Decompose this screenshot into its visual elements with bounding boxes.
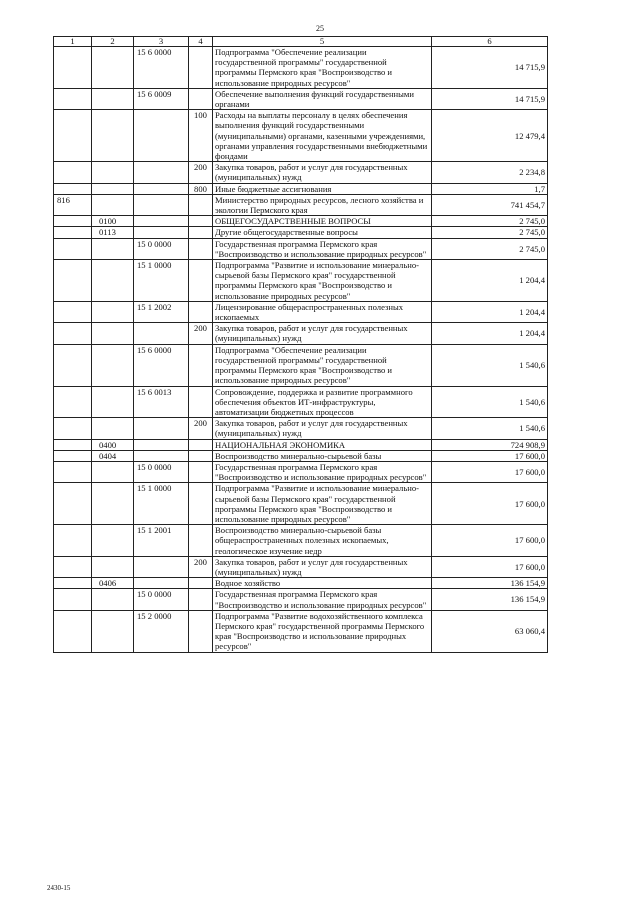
cell-target-item — [134, 227, 189, 238]
cell-description: Закупка товаров, работ и услуг для государственных (муниципальных) нужд — [213, 162, 432, 183]
table-row — [54, 323, 548, 344]
cell-section: 0113 — [92, 227, 134, 238]
cell-admin-code — [54, 483, 92, 525]
cell-description: Закупка товаров, работ и услуг для государственных (муниципальных) нужд — [213, 418, 432, 439]
cell-admin-code — [54, 439, 92, 450]
cell-amount: 2 234,8 — [432, 162, 548, 183]
cell-target-item — [134, 418, 189, 439]
cell-description: Сопровождение, поддержка и развитие программного обеспечения объектов ИТ-инфраструктуры, автоматизации бюджетных процессов — [213, 386, 432, 418]
document-code: 2430-15 — [47, 884, 71, 892]
cell-description: НАЦИОНАЛЬНАЯ ЭКОНОМИКА — [213, 439, 432, 450]
cell-amount: 2 745,0 — [432, 216, 548, 227]
cell-admin-code — [54, 183, 92, 194]
cell-description: Подпрограмма "Обеспечение реализации государственной программы" государственной программы Пермского края "Воспроизводство и использование природных ресурсов" — [213, 344, 432, 386]
cell-expense-type — [189, 227, 213, 238]
cell-amount: 741 454,7 — [432, 194, 548, 215]
cell-expense-type — [189, 88, 213, 109]
cell-section — [92, 344, 134, 386]
cell-target-item: 15 1 2001 — [134, 525, 189, 557]
cell-description: Подпрограмма "Развитие и использование минерально-сырьевой базы Пермского края" государственной программы Пермского края "Воспроизводство и использование природных ресурсов" — [213, 483, 432, 525]
cell-target-item: 15 1 2002 — [134, 301, 189, 322]
cell-section: 0400 — [92, 439, 134, 450]
cell-amount: 1 540,6 — [432, 344, 548, 386]
cell-expense-type — [189, 301, 213, 322]
cell-section — [92, 589, 134, 610]
cell-amount: 14 715,9 — [432, 88, 548, 109]
cell-description: Воспроизводство минерально-сырьевой базы — [213, 450, 432, 461]
table-row — [54, 183, 548, 194]
cell-description: Государственная программа Пермского края "Воспроизводство и использование природных ресурсов" — [213, 238, 432, 259]
table-row — [54, 483, 548, 525]
cell-amount: 1 204,4 — [432, 301, 548, 322]
cell-section — [92, 110, 134, 162]
cell-description: Государственная программа Пермского края "Воспроизводство и использование природных ресурсов" — [213, 461, 432, 482]
cell-target-item: 15 0 0000 — [134, 461, 189, 482]
table-row — [54, 344, 548, 386]
cell-amount: 1 540,6 — [432, 418, 548, 439]
cell-description: Водное хозяйство — [213, 578, 432, 589]
cell-target-item: 15 6 0009 — [134, 88, 189, 109]
cell-section — [92, 556, 134, 577]
table-row — [54, 461, 548, 482]
cell-section — [92, 162, 134, 183]
table-row — [54, 110, 548, 162]
cell-target-item: 15 6 0000 — [134, 344, 189, 386]
cell-section — [92, 323, 134, 344]
cell-admin-code — [54, 216, 92, 227]
cell-target-item: 15 6 0013 — [134, 386, 189, 418]
cell-amount: 2 745,0 — [432, 238, 548, 259]
cell-amount: 17 600,0 — [432, 461, 548, 482]
cell-description: Расходы на выплаты персоналу в целях обеспечения выполнения функций государственными (муниципальными) органами, казенными учреждениями, органами управления государственными внебюджетными фондами — [213, 110, 432, 162]
budget-table — [53, 36, 548, 653]
cell-admin-code — [54, 301, 92, 322]
cell-admin-code — [54, 88, 92, 109]
cell-amount: 17 600,0 — [432, 525, 548, 557]
cell-amount: 724 908,9 — [432, 439, 548, 450]
cell-admin-code — [54, 461, 92, 482]
cell-section: 0100 — [92, 216, 134, 227]
table-row — [54, 238, 548, 259]
cell-amount: 17 600,0 — [432, 483, 548, 525]
cell-admin-code — [54, 556, 92, 577]
cell-expense-type — [189, 483, 213, 525]
cell-expense-type: 200 — [189, 323, 213, 344]
cell-description: Министерство природных ресурсов, лесного хозяйства и экологии Пермского края — [213, 194, 432, 215]
cell-description: Обеспечение выполнения функций государственными органами — [213, 88, 432, 109]
cell-description: Закупка товаров, работ и услуг для государственных (муниципальных) нужд — [213, 556, 432, 577]
cell-admin-code — [54, 260, 92, 302]
cell-admin-code: 816 — [54, 194, 92, 215]
cell-target-item: 15 1 0000 — [134, 260, 189, 302]
cell-description: Подпрограмма "Развитие водохозяйственного комплекса Пермского края" государственной программы Пермского края "Воспроизводство и использование природных ресурсов" — [213, 610, 432, 652]
cell-admin-code — [54, 386, 92, 418]
table-row — [54, 216, 548, 227]
column-header: 2 — [92, 37, 134, 47]
cell-description: Иные бюджетные ассигнования — [213, 183, 432, 194]
cell-target-item: 15 0 0000 — [134, 589, 189, 610]
cell-expense-type: 800 — [189, 183, 213, 194]
cell-admin-code — [54, 418, 92, 439]
column-header: 3 — [134, 37, 189, 47]
cell-expense-type — [189, 589, 213, 610]
cell-expense-type — [189, 461, 213, 482]
table-row — [54, 556, 548, 577]
table-row — [54, 578, 548, 589]
table-row — [54, 227, 548, 238]
cell-admin-code — [54, 610, 92, 652]
table-row — [54, 589, 548, 610]
cell-description: ОБЩЕГОСУДАРСТВЕННЫЕ ВОПРОСЫ — [213, 216, 432, 227]
column-header: 1 — [54, 37, 92, 47]
cell-expense-type — [189, 260, 213, 302]
cell-expense-type — [189, 47, 213, 89]
cell-section — [92, 483, 134, 525]
cell-section — [92, 183, 134, 194]
cell-admin-code — [54, 227, 92, 238]
page-number: 25 — [316, 24, 324, 33]
table-body — [54, 47, 548, 653]
table-row — [54, 260, 548, 302]
cell-expense-type — [189, 525, 213, 557]
cell-description: Закупка товаров, работ и услуг для государственных (муниципальных) нужд — [213, 323, 432, 344]
column-header: 4 — [189, 37, 213, 47]
table-row — [54, 439, 548, 450]
cell-amount: 136 154,9 — [432, 578, 548, 589]
cell-target-item: 15 1 0000 — [134, 483, 189, 525]
table-row — [54, 88, 548, 109]
column-header: 6 — [432, 37, 548, 47]
cell-target-item — [134, 110, 189, 162]
cell-section — [92, 194, 134, 215]
cell-amount: 17 600,0 — [432, 556, 548, 577]
cell-target-item — [134, 162, 189, 183]
cell-admin-code — [54, 525, 92, 557]
cell-expense-type: 200 — [189, 556, 213, 577]
cell-expense-type — [189, 216, 213, 227]
cell-section: 0406 — [92, 578, 134, 589]
cell-section — [92, 610, 134, 652]
cell-target-item — [134, 578, 189, 589]
cell-section — [92, 88, 134, 109]
cell-amount: 17 600,0 — [432, 450, 548, 461]
cell-target-item: 15 6 0000 — [134, 47, 189, 89]
cell-expense-type — [189, 386, 213, 418]
cell-section — [92, 461, 134, 482]
cell-target-item — [134, 183, 189, 194]
table-row — [54, 162, 548, 183]
cell-admin-code — [54, 238, 92, 259]
cell-amount: 14 715,9 — [432, 47, 548, 89]
cell-expense-type: 200 — [189, 418, 213, 439]
cell-description: Подпрограмма "Обеспечение реализации государственной программы" государственной программы Пермского края "Воспроизводство и использование природных ресурсов" — [213, 47, 432, 89]
cell-section: 0404 — [92, 450, 134, 461]
column-header: 5 — [213, 37, 432, 47]
cell-description: Подпрограмма "Развитие и использование минерально-сырьевой базы Пермского края" государственной программы Пермского края "Воспроизводство и использование природных ресурсов" — [213, 260, 432, 302]
cell-admin-code — [54, 578, 92, 589]
cell-description: Государственная программа Пермского края "Воспроизводство и использование природных ресурсов" — [213, 589, 432, 610]
cell-amount: 1 204,4 — [432, 323, 548, 344]
cell-admin-code — [54, 344, 92, 386]
cell-amount: 12 479,4 — [432, 110, 548, 162]
cell-section — [92, 238, 134, 259]
cell-section — [92, 418, 134, 439]
cell-admin-code — [54, 589, 92, 610]
table-row — [54, 194, 548, 215]
cell-amount: 136 154,9 — [432, 589, 548, 610]
cell-admin-code — [54, 323, 92, 344]
cell-expense-type — [189, 439, 213, 450]
cell-amount: 1,7 — [432, 183, 548, 194]
cell-amount: 1 204,4 — [432, 260, 548, 302]
cell-expense-type: 200 — [189, 162, 213, 183]
table-row — [54, 47, 548, 89]
cell-admin-code — [54, 450, 92, 461]
cell-section — [92, 301, 134, 322]
cell-amount: 2 745,0 — [432, 227, 548, 238]
cell-amount: 1 540,6 — [432, 386, 548, 418]
cell-description: Другие общегосударственные вопросы — [213, 227, 432, 238]
cell-description: Воспроизводство минерально-сырьевой базы общераспространенных полезных ископаемых, геологическое изучение недр — [213, 525, 432, 557]
table-row — [54, 610, 548, 652]
cell-target-item — [134, 556, 189, 577]
cell-expense-type — [189, 194, 213, 215]
cell-target-item — [134, 439, 189, 450]
cell-target-item — [134, 323, 189, 344]
header-row — [54, 37, 548, 47]
cell-target-item: 15 0 0000 — [134, 238, 189, 259]
cell-admin-code — [54, 110, 92, 162]
cell-expense-type: 100 — [189, 110, 213, 162]
cell-target-item — [134, 194, 189, 215]
cell-description: Лицензирование общераспространенных полезных ископаемых — [213, 301, 432, 322]
table-row — [54, 450, 548, 461]
table-row — [54, 418, 548, 439]
cell-expense-type — [189, 610, 213, 652]
cell-section — [92, 47, 134, 89]
table-row — [54, 525, 548, 557]
cell-expense-type — [189, 578, 213, 589]
cell-section — [92, 260, 134, 302]
cell-amount: 63 060,4 — [432, 610, 548, 652]
cell-section — [92, 386, 134, 418]
cell-admin-code — [54, 162, 92, 183]
table-row — [54, 301, 548, 322]
cell-target-item — [134, 450, 189, 461]
cell-expense-type — [189, 344, 213, 386]
cell-target-item — [134, 216, 189, 227]
cell-admin-code — [54, 47, 92, 89]
table-row — [54, 386, 548, 418]
cell-expense-type — [189, 450, 213, 461]
cell-section — [92, 525, 134, 557]
cell-expense-type — [189, 238, 213, 259]
cell-target-item: 15 2 0000 — [134, 610, 189, 652]
